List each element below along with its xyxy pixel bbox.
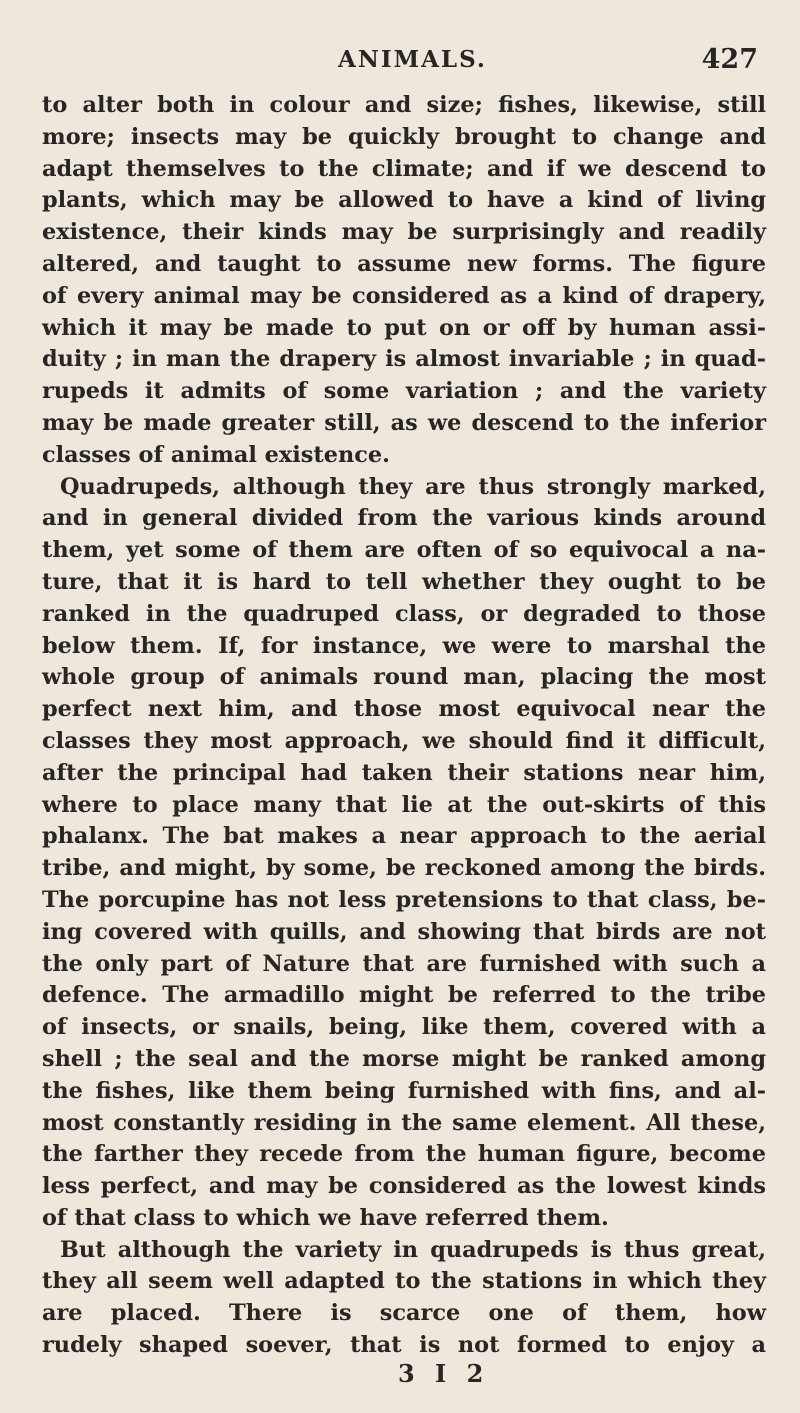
text-line: rudely shaped soever, that is not formed to enjoy a	[42, 1332, 766, 1359]
text-line: classes they most approach, we should find it difficult,	[42, 727, 766, 754]
text-line: to alter both in colour and size; fishes, likewise, still	[42, 92, 766, 118]
text-line: altered, and taught to assume new forms. The figure	[42, 250, 766, 277]
text-line: the fishes, like them being furnished with fins, and al-	[42, 1077, 766, 1104]
paragraph-start-line: Quadrupeds, although they are thus strongly marked,	[60, 473, 766, 500]
text-line: rupeds it admits of some variation ; and the variety	[42, 378, 766, 405]
text-line: more; insects may be quickly brought to change and	[42, 123, 766, 150]
text-line: they all seem well adapted to the stations in which they	[42, 1268, 766, 1295]
text-line: perfect next him, and those most equivocal near the	[42, 696, 766, 723]
text-line: whole group of animals round man, placing the most	[42, 664, 766, 691]
running-head: ANIMALS.	[338, 46, 487, 73]
text-line: adapt themselves to the climate; and if we descend to	[42, 155, 766, 182]
text-line: and in general divided from the various kinds around	[42, 505, 766, 532]
text-line: less perfect, and may be considered as the lowest kinds	[42, 1173, 766, 1200]
text-line: tribe, and might, by some, be reckoned among the birds.	[42, 855, 766, 882]
text-line: defence. The armadillo might be referred to the tribe	[42, 982, 766, 1009]
text-line: of insects, or snails, being, like them, covered with a	[42, 1014, 766, 1041]
text-line: after the principal had taken their stations near him,	[42, 759, 766, 786]
text-line: below them. If, for instance, we were to marshal the	[42, 632, 766, 659]
paragraph-start-line: But although the variety in quadrupeds is thus great,	[60, 1236, 766, 1263]
text-line: most constantly residing in the same element. All these,	[42, 1109, 766, 1136]
text-line: plants, which may be allowed to have a kind of living	[42, 187, 766, 214]
text-line: ture, that it is hard to tell whether they ought to be	[42, 568, 766, 595]
page-number: 427	[701, 44, 758, 75]
page-header	[42, 38, 766, 90]
text-line: them, yet some of them are often of so equivocal a na-	[42, 537, 766, 564]
body-text	[42, 90, 766, 1362]
text-line: are placed. There is scarce one of them, how	[42, 1300, 766, 1327]
text-line: the only part of Nature that are furnished with such a	[42, 950, 766, 977]
text-line: The porcupine has not less pretensions to that class, be-	[42, 886, 766, 913]
text-line: ing covered with quills, and showing that birds are not	[42, 918, 766, 945]
text-line: the farther they recede from the human figure, become	[42, 1141, 766, 1168]
text-line: of every animal may be considered as a kind of drapery,	[42, 282, 766, 309]
signature-mark: 3 I 2	[398, 1358, 490, 1388]
text-line: shell ; the seal and the morse might be ranked among	[42, 1045, 766, 1072]
text-line: ranked in the quadruped class, or degraded to those	[42, 600, 766, 627]
text-line: may be made greater still, as we descend to the inferior	[42, 409, 766, 436]
text-line: which it may be made to put on or off by human assi-	[42, 314, 766, 341]
text-line: where to place many that lie at the out-skirts of this	[42, 791, 766, 818]
paragraph-end-line: of that class to which we have referred them.	[42, 1204, 609, 1231]
text-line: phalanx. The bat makes a near approach to the aerial	[42, 823, 766, 850]
text-line: duity ; in man the drapery is almost invariable ; in quad-	[42, 346, 766, 373]
text-line: existence, their kinds may be surprisingly and readily	[42, 219, 766, 246]
paragraph-end-line: classes of animal existence.	[42, 441, 390, 468]
